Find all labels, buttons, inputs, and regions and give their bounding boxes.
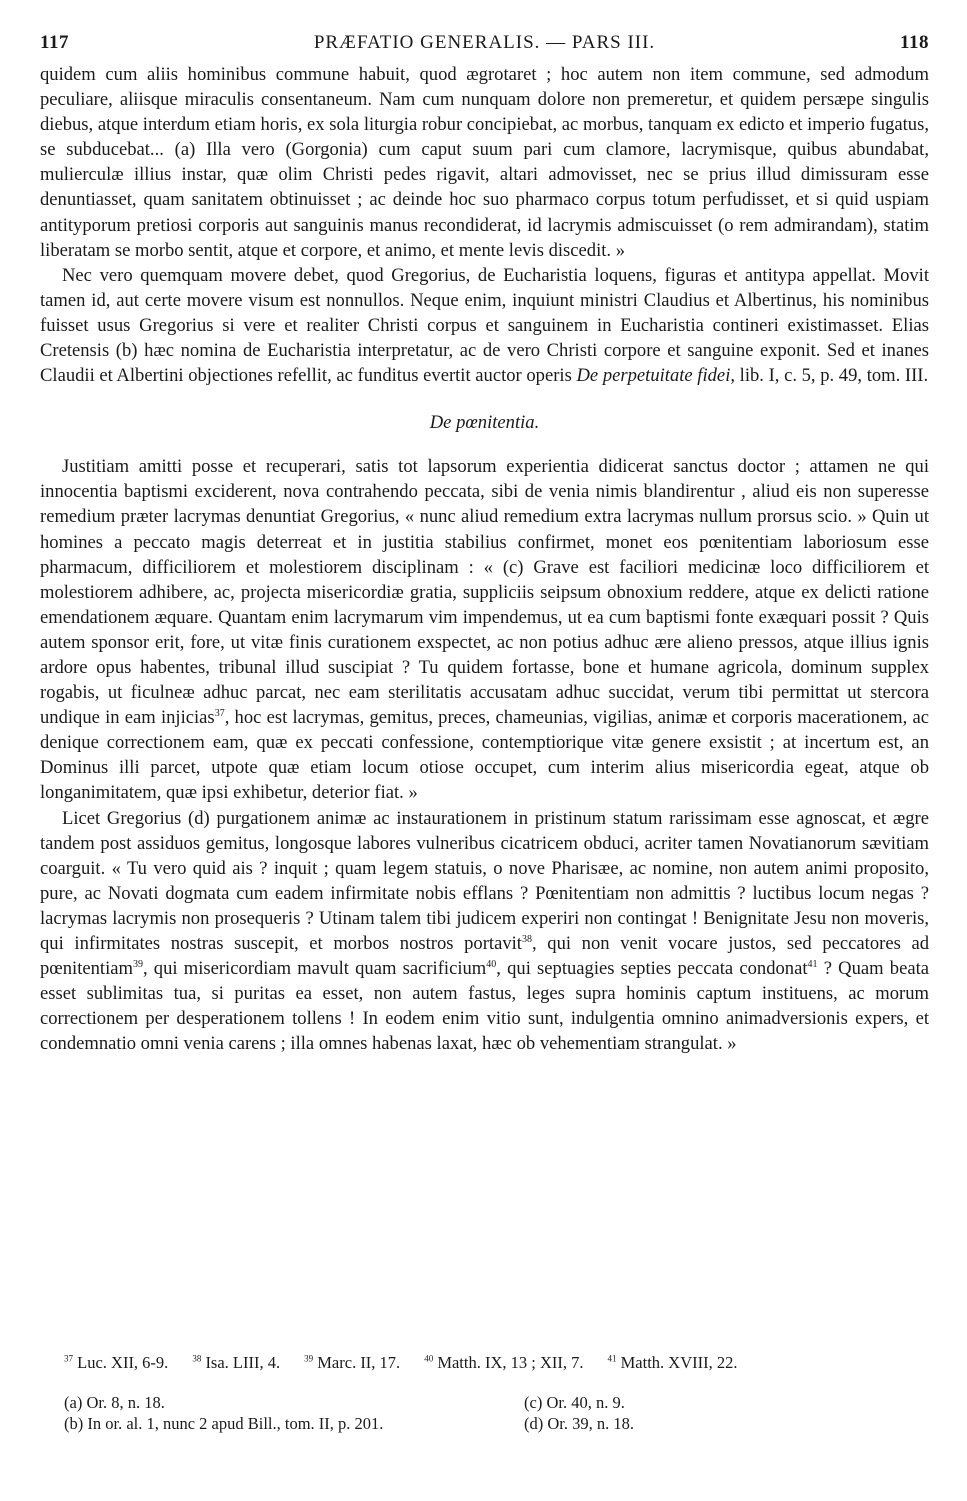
footnote-38 [192, 1352, 280, 1374]
footnote-41 [608, 1352, 738, 1374]
running-title: PRÆFATIO GENERALIS. — PARS III. [313, 32, 656, 53]
footnote-37-num: 37 [64, 1353, 73, 1364]
footnotes [64, 1352, 738, 1374]
footnote-38-num: 38 [192, 1353, 202, 1364]
book-title: De perpetuitate fidei [576, 365, 731, 387]
footnote-37-text: Luc. XII, 6-9. [77, 1353, 169, 1372]
footnote-39 [304, 1352, 400, 1374]
paragraph-4-text-e: ? Quam beata esset sublimitas tua, si puritas ea esset, non autem fastus, leges supra hominis captum instituens, ac morum correctionem per desperationem tollens ! In eodem enim vitio sunt, indulgentia omnino animadversionis expers, et condemnatio omni venia carens ; illa omnes habenas laxat, hæc ob vehementiam strangulat. » [40, 958, 929, 1055]
reference-d: (d) Or. 39, n. 18. [524, 1414, 634, 1433]
page-number-right: 118 [900, 32, 929, 53]
paragraph-3-text-b: , hoc est lacrymas, gemitus, preces, chameunias, vigilias, animæ et corporis macerationem, ac denique correctionem eam, quæ ex peccati confessione, contemptiorique vitæ genere exsistit ; at incertum est, an Dominus illi parcet, utpote quæ etiam locum otiose occupet, cum interim alius misericordia egeat, atque ob longanimitatem, quæ ipsi exhibetur, deterior fiat. » [40, 707, 929, 804]
paragraph-4-text-d: , qui septuagies septies peccata condonat [496, 958, 808, 980]
footnote-marker-40: 40 [486, 958, 497, 970]
footnote-40-num: 40 [424, 1353, 434, 1364]
paragraph-3-text-a: Justitiam amitti posse et recuperari, satis tot lapsorum experientia didicerat sanctus doctor ; attamen ne qui innocentia baptismi exciderent, nova contrahendo peccata, sibi de venia nimis blandirentur , aliud eis non superesse remedium præter lacrymas denuntiat Gregorius, « nunc aliud remedium extra lacrymas nullum prorsus scio. » Quin ut homines a peccato magis deterreat et in justitia stabilius confirmet, monet eos pœnitentiam laboriosum esse pharmacum, difficiliorem et molestiorem disciplinam : « (c) Grave est faciliori medicinæ loco difficiliorem et molestiorem adhibere, ac, projecta misericordiæ gratia, suppliciis seipsum obnoxium reddere, atque ex delicti ratione emendationem æquare. Quantam enim lacrymarum vim impendemus, ut ea cum baptismi fonte exæquari possit ? Quis autem sponsor erit, fore, ut vitæ finis curationem exspectet, ac non potius adhuc ære alieno pressos, atque illius ignis ardore opus habentes, tribunal illud suscipiat ? Tu quidem fortasse, bone et humane agricola, dominum supplex rogabis, ut ficulneæ adhuc parcat, nec eam sterilitatis accusatam adhuc succidat, verum tibi permittat ut stercora undique in eam injicias [40, 456, 929, 729]
reference-c: (c) Or. 40, n. 9. [524, 1393, 625, 1412]
paragraph-2-text: Nec vero quemquam movere debet, quod Gregorius, de Eucharistia loquens, figuras et antitypa appellat. Movit tamen id, aut certe movere visum est nonnullos. Neque enim, inquiunt ministri Claudius et Albertinus, his nominibus fuisset usus Gregorius si vere et realiter Christi corpus et sanguinem in Eucharistia contineri existimasset. Elias Cretensis (b) hæc nomina de Eucharistia interpretatur, ac de vero Christi corpore et sanguine exponit. Sed et inanes Claudii et Albertini objectiones refellit, ac funditus evertit auctor operis [40, 264, 929, 387]
section-heading: De pœnitentia. [429, 412, 540, 434]
paragraph-3 [40, 454, 929, 805]
paragraph-2-citation: , lib. I, c. 5, p. 49, tom. III. [730, 365, 929, 387]
main-text [40, 62, 929, 1056]
footnote-marker-41: 41 [807, 958, 818, 970]
footnote-38-text: Isa. LIII, 4. [205, 1353, 281, 1372]
footnote-marker-37: 37 [214, 707, 225, 719]
footnote-37 [64, 1352, 168, 1374]
paragraph-2 [40, 263, 929, 388]
footnote-41-text: Matth. XVIII, 22. [620, 1353, 738, 1372]
footnote-40 [424, 1352, 583, 1374]
source-references [64, 1392, 824, 1434]
paragraph-4-text-a: Licet Gregorius (d) purgationem animæ ac instaurationem in pristinum statum rarissimam esse agnoscat, et ægre tandem post assiduos gemitus, longosque labores vulneribus cicatricem obduci, acriter tamen Novatianorum sævitiam coarguit. « Tu vero quid ais ? inquit ; quam legem statuis, o nove Pharisæe, ac nomine, non autem animi proposito, pure, ac Novati dogmata cum eadem infirmitate nobis efflans ? Pœnitentiam non admittis ? luctibus locum negas ? lacrymas lacrymis non prosequeris ? Utinam talem tibi judicem experiri non contingat ! Benignitate Jesu non moveris, qui infirmitates nostras suscepit, et morbos nostros portavit [40, 807, 929, 954]
paragraph-4-text-c: , qui misericordiam mavult quam sacrificium [142, 958, 487, 980]
footnote-marker-39: 39 [132, 958, 143, 970]
reference-b: (b) In or. al. 1, nunc 2 apud Bill., tom. II, p. 201. [64, 1414, 384, 1433]
page-header [40, 32, 929, 62]
footnote-39-num: 39 [304, 1353, 314, 1364]
reference-a: (a) Or. 8, n. 18. [64, 1393, 165, 1412]
footnote-marker-38: 38 [521, 933, 532, 945]
footnote-40-text: Matth. IX, 13 ; XII, 7. [437, 1353, 584, 1372]
paragraph-1: quidem cum aliis hominibus commune habuit, quod ægrotaret ; hoc autem non item commune, sed admodum peculiare, aliisque miraculis consentaneum. Nam cum nunquam dolore non premeretur, et quidem persæpe singulis diebus, atque interdum etiam horis, ex sola liturgia robur concipiebat, ac morbus, tanquam ex edicto et imperio fugatus, se subducebat... (a) Illa vero (Gorgonia) cum caput suum pari cum clamore, lacrymisque, quibus abundabat, mulierculæ illius instar, quæ olim Christi pedes rigavit, altari admovisset, nec se prius illud dimissuram esse denuntiasset, quam sanitatem obtinuisset ; ac deinde hoc suo pharmaco corpus totum perfudisset, et si quid uspiam antityporum pretiosi corporis aut sanguinis manus recondiderat, id lacrymis admiscuisset (o rem admirandam), statim liberatam se morbo sentit, atque et corpore, et animo, et mente levis discedit. » [40, 64, 929, 261]
page-number-left: 117 [40, 32, 69, 53]
footnote-41-num: 41 [607, 1353, 617, 1364]
paragraph-4-text-b: , qui non venit vocare justos, sed peccatores ad pœnitentiam [40, 933, 930, 980]
paragraph-4 [40, 806, 929, 1057]
footnote-39-text: Marc. II, 17. [317, 1353, 401, 1372]
